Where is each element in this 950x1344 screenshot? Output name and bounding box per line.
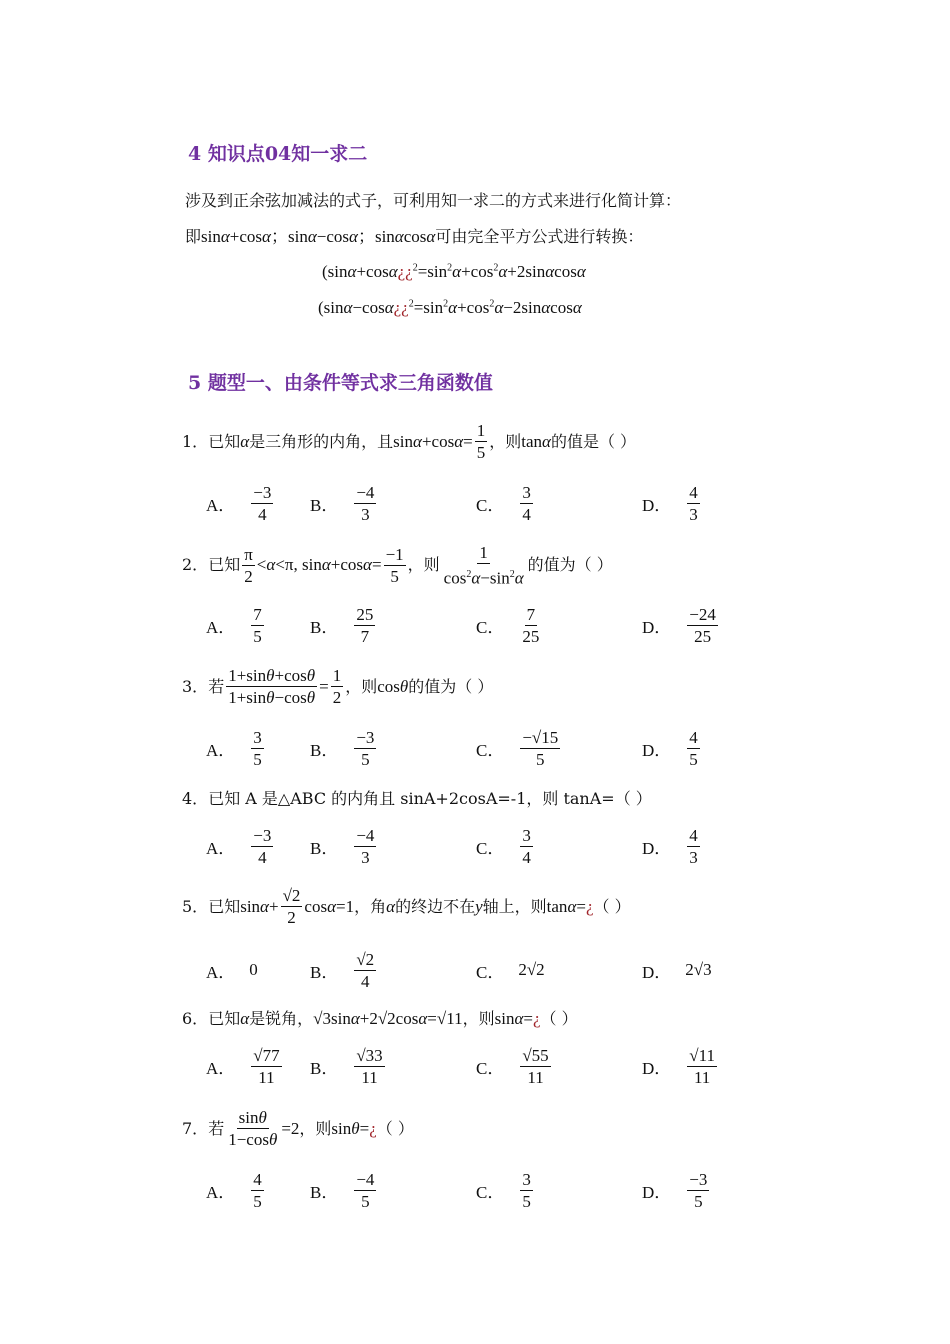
option-label: A． <box>206 839 236 858</box>
option-value: 0 <box>249 960 258 979</box>
option-fraction: −√15 5 <box>522 728 559 769</box>
section-4-intro: 涉及到正余弦加减法的式子，可利用知一求二的方式来进行化简计算： <box>185 191 682 210</box>
q-text: ，角 <box>354 896 387 916</box>
q-text: （ ） <box>593 896 631 916</box>
question-number: 5． <box>182 896 209 916</box>
option-4A[interactable] <box>206 826 275 867</box>
option-label: A． <box>206 618 236 637</box>
option-5D[interactable] <box>642 950 712 990</box>
option-2D[interactable] <box>642 605 720 646</box>
formula-diff-square: ($\sin\alpha-\cos\alpha¿¿^2=\sin^2\alpha+\cos^2\alpha-2\sin\alpha\cos\alpha$ <box>318 298 582 317</box>
option-fraction: −4 3 <box>356 483 375 524</box>
fraction: $\frac{-1}{5}$ <box>385 544 404 586</box>
option-6D[interactable] <box>642 1046 719 1087</box>
option-4C[interactable] <box>476 826 535 867</box>
q-text: ，则 <box>345 676 378 696</box>
fraction: $\frac{1}{2}$ <box>332 666 342 707</box>
option-fraction: √77 11 <box>253 1046 280 1087</box>
option-6C[interactable] <box>476 1046 553 1087</box>
question-1: 1． 已知 α 是三角形的内角，且 sinα+cosα= $\frac{1}{5}$ ，则 tanα 的值是（ ） <box>182 421 637 462</box>
formula-sum-square: ($\sin\alpha+\cos\alpha¿¿^2=\sin^2\alpha+\cos^2\alpha+2\sin\alpha\cos\alpha$ <box>322 262 586 281</box>
question-2: 2． 已知 π 2 <α<π, sinα+cosα= $\frac{-1}{5}$ ，则 1 $\cos^2\alpha-\sin^2\alpha$ 的值为（ ） <box>182 543 613 588</box>
question-6: 6． 已知 α 是锐角， √3sinα+2√2cosα=√11 ，则 sinα=¿ （ ） <box>182 1009 578 1028</box>
option-label: C． <box>476 618 505 637</box>
option-fraction: −4 3 <box>356 826 375 867</box>
option-label: D． <box>642 962 672 982</box>
option-label: D． <box>642 741 672 760</box>
question-number: 4． <box>182 789 209 808</box>
option-1A[interactable] <box>206 483 275 524</box>
question-number: 3． <box>182 676 209 696</box>
option-label: C． <box>476 839 505 858</box>
option-6B[interactable] <box>310 1046 387 1087</box>
option-label: B． <box>310 1183 339 1202</box>
q-text: ，则 <box>489 431 522 451</box>
question-number: 6． <box>182 1009 209 1028</box>
fraction: $\frac{1+\sin\theta+\cos\theta}{1+\sin\theta-\cos\theta}$ <box>228 666 316 707</box>
option-fraction: 3 5 <box>522 1170 531 1211</box>
option-5B[interactable] <box>310 950 378 991</box>
option-3C[interactable] <box>476 728 562 769</box>
option-label: A． <box>206 1059 236 1078</box>
fraction: $\frac{1}{5}$ <box>476 421 486 462</box>
option-label: A． <box>206 1183 236 1202</box>
option-5C[interactable] <box>476 950 545 990</box>
option-1B[interactable] <box>310 483 378 524</box>
option-label: B． <box>310 741 339 760</box>
option-fraction: 3 5 <box>253 728 262 769</box>
option-fraction: −24 25 <box>689 605 716 646</box>
question-number: 7． <box>182 1118 209 1138</box>
q-text: 轴上，则 <box>482 896 547 916</box>
q-text: 已知 <box>208 555 241 575</box>
q-text: ，则 <box>462 1009 495 1028</box>
question-5: 5． 已知 sinα+ $\frac{√2}{2}$ cosα=1 ，角 α 的终边不在 y 轴上，则 tanα=¿ （ ） <box>182 886 631 927</box>
q-text: 的值为（ ） <box>408 676 494 696</box>
option-fraction: √2 4 <box>356 950 375 991</box>
q-text: 的值是（ ） <box>550 431 637 451</box>
q-text: 已知 <box>208 1009 241 1028</box>
section-4-title: 4 知识点04知一求二 <box>188 143 368 165</box>
option-fraction: √11 11 <box>689 1046 715 1087</box>
option-label: C． <box>476 496 505 515</box>
option-value: 2√2 <box>518 960 545 979</box>
option-fraction: 3 4 <box>522 826 531 867</box>
option-label: B． <box>310 1059 339 1078</box>
q-text: 已知 <box>208 896 241 916</box>
q-text: 若 <box>208 676 225 696</box>
option-fraction: −3 4 <box>253 826 272 867</box>
option-fraction: √33 11 <box>356 1046 383 1087</box>
question-3: 3． 若 $\frac{1+\sin\theta+\cos\theta}{1+\sin\theta-\cos\theta}$ = $\frac{1}{2}$ ，则 cosθ 的值为（ ） <box>182 666 494 707</box>
question-7: 7． 若 $\frac{\sin\theta}{1-\cos\theta}$ =2 ，则 sinθ=¿ （ ） <box>182 1108 414 1149</box>
option-1C[interactable] <box>476 483 535 524</box>
option-label: B． <box>310 839 339 858</box>
option-2C[interactable] <box>476 605 543 646</box>
option-fraction: 3 4 <box>522 483 531 524</box>
option-6A[interactable] <box>206 1046 284 1087</box>
option-3D[interactable] <box>642 728 702 769</box>
option-fraction: 4 5 <box>689 728 698 769</box>
option-5A[interactable] <box>206 950 258 990</box>
option-fraction: √55 11 <box>522 1046 549 1087</box>
option-label: D． <box>642 839 672 858</box>
option-label: C． <box>476 1059 505 1078</box>
q-text: 是锐角， <box>249 1009 314 1028</box>
option-1D[interactable] <box>642 483 702 524</box>
option-fraction: 7 25 <box>522 605 540 646</box>
option-fraction: −3 5 <box>356 728 375 769</box>
option-label: A． <box>206 496 236 515</box>
option-3B[interactable] <box>310 728 378 769</box>
q-text: ，则 <box>407 555 440 575</box>
q-text: 已知 <box>208 431 241 451</box>
option-7D[interactable] <box>642 1170 711 1211</box>
question-4 <box>182 788 652 810</box>
option-label: B． <box>310 618 339 637</box>
option-fraction: 25 7 <box>356 605 374 646</box>
option-fraction: 4 5 <box>253 1170 262 1211</box>
q-text: 的值为（ ） <box>527 555 613 575</box>
q-text: 是三角形的内角，且 <box>249 431 394 451</box>
option-label: B． <box>310 963 339 982</box>
option-fraction: −3 4 <box>253 483 272 524</box>
fraction: $\frac{√2}{2}$ <box>282 886 301 927</box>
question-number: 2． <box>182 555 209 575</box>
option-label: B． <box>310 496 339 515</box>
q-text: ，则 <box>299 1118 332 1138</box>
option-4D[interactable] <box>642 826 702 867</box>
option-label: D． <box>642 496 672 515</box>
option-fraction: 7 5 <box>253 605 262 646</box>
q-text: 已知 A 是△ABC 的内角且 sinA+2cosA=-1，则 tanA=（ ） <box>208 789 652 808</box>
option-fraction: −3 5 <box>689 1170 708 1211</box>
option-label: D． <box>642 618 672 637</box>
section-4-line2: 即sinα+cosα；sinα−cosα；sinαcosα可由完全平方公式进行转换： <box>185 227 644 246</box>
option-2A[interactable] <box>206 605 266 646</box>
line2-prefix: 即 <box>185 227 202 246</box>
option-label: A． <box>206 741 236 760</box>
line2-suffix: 可由完全平方公式进行转换： <box>435 227 644 246</box>
option-label: C． <box>476 1183 505 1202</box>
option-label: D． <box>642 1183 672 1202</box>
fraction: π 2 <box>244 544 253 586</box>
question-number: 1． <box>182 431 209 451</box>
option-fraction: 4 3 <box>689 826 698 867</box>
option-2B[interactable] <box>310 605 377 646</box>
option-7A[interactable] <box>206 1170 266 1211</box>
q-text: 的终边不在 <box>395 896 476 916</box>
option-label: C． <box>476 962 505 982</box>
q-text: （ ） <box>376 1118 414 1138</box>
fraction: 1 $\cos^2\alpha-\sin^2\alpha$ <box>443 543 524 588</box>
option-fraction: 4 3 <box>689 483 698 524</box>
option-3A[interactable] <box>206 728 266 769</box>
option-7C[interactable] <box>476 1170 535 1211</box>
option-7B[interactable] <box>310 1170 378 1211</box>
option-fraction: −4 5 <box>356 1170 375 1211</box>
option-4B[interactable] <box>310 826 378 867</box>
option-label: C． <box>476 741 505 760</box>
option-label: D． <box>642 1059 672 1078</box>
q-text: （ ） <box>540 1009 578 1028</box>
option-label: A． <box>206 962 236 982</box>
fraction: $\frac{\sin\theta}{1-\cos\theta}$ <box>228 1108 278 1149</box>
option-value: 2√3 <box>685 960 712 979</box>
section-5-title: 5 题型一、由条件等式求三角函数值 <box>188 372 493 394</box>
q-text: 若 <box>208 1118 225 1138</box>
